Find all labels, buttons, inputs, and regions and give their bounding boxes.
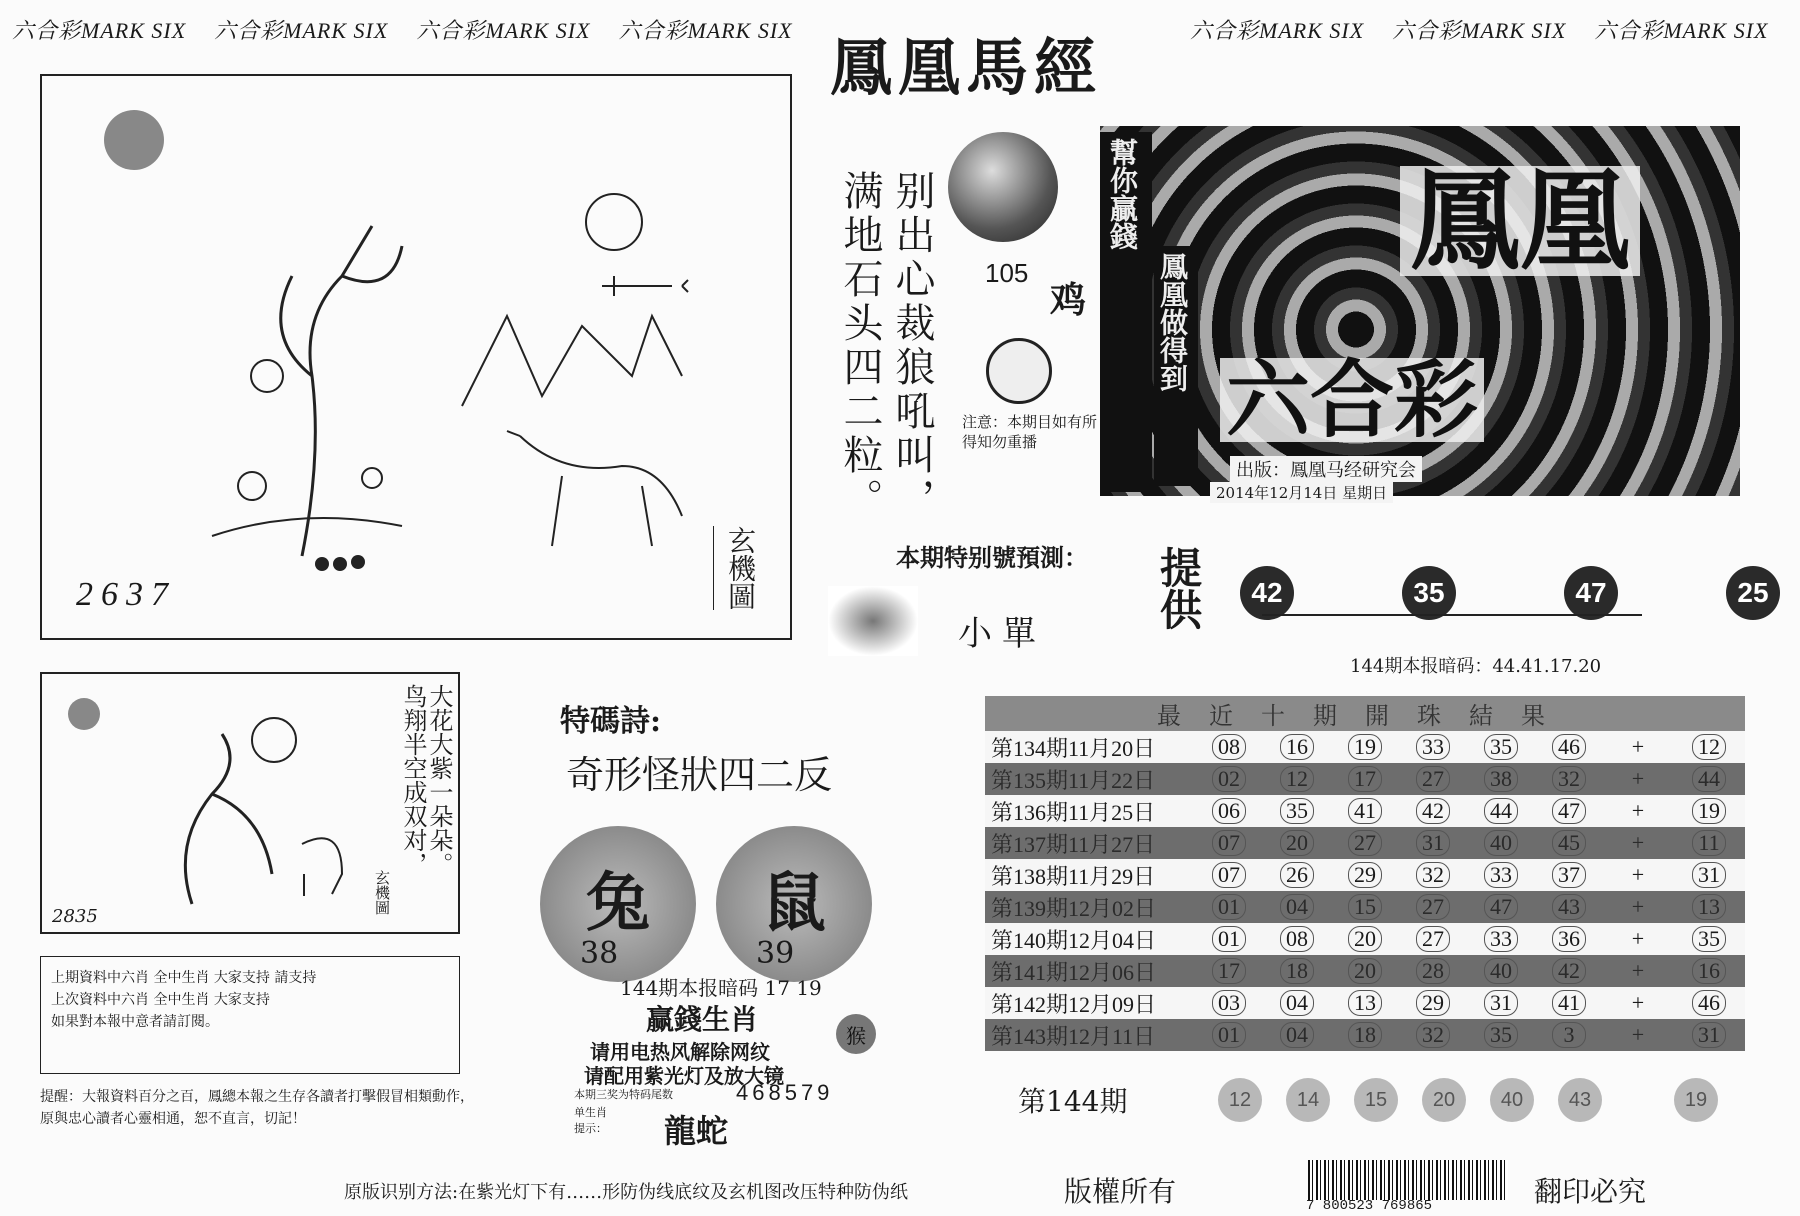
results-row <box>985 923 1745 955</box>
next-issue-balls <box>1218 1078 1718 1122</box>
small-puzzle-label: 玄機圖 <box>373 870 391 915</box>
zodiac-code: 144期本报暗码 17 19 <box>620 976 822 1000</box>
results-number <box>1331 923 1399 955</box>
result-number-text: 36 <box>1552 926 1586 952</box>
results-special <box>1673 795 1745 827</box>
result-number-text: 41 <box>1348 798 1382 824</box>
results-row <box>985 891 1745 923</box>
result-number-text: 03 <box>1212 990 1246 1016</box>
results-number <box>1535 987 1603 1019</box>
results-number <box>1263 731 1331 763</box>
results-number <box>1195 795 1263 827</box>
wolf-icon <box>507 431 682 546</box>
zodiac-digits: 468579 <box>736 1080 834 1105</box>
results-number <box>1331 891 1399 923</box>
zodiac-single-label: 单生肖 <box>574 1106 607 1119</box>
results-number <box>1467 763 1535 795</box>
prediction-code: 144期本报暗码：44.41.17.20 <box>1350 656 1602 677</box>
prediction-ball: 35 <box>1402 566 1456 620</box>
results-number <box>1535 731 1603 763</box>
result-special-text: 12 <box>1692 734 1726 760</box>
footer-no-copy: 翻印必究 <box>1534 1175 1647 1208</box>
slogan-2: 鳳凰做得到 <box>1154 246 1198 486</box>
result-number-text: 12 <box>1280 766 1314 792</box>
result-number-text: 31 <box>1484 990 1518 1016</box>
notice-line: 上期資料中六肖 全中生肖 大家支持 請支持 <box>51 970 317 986</box>
results-number <box>1535 955 1603 987</box>
result-number-text: 27 <box>1416 766 1450 792</box>
moon-icon <box>586 194 642 250</box>
results-number <box>1467 795 1535 827</box>
results-number <box>1331 987 1399 1019</box>
results-date: 第139期12月02日 <box>985 891 1195 923</box>
result-number-text: 47 <box>1552 798 1586 824</box>
next-issue-ball: 12 <box>1218 1078 1262 1122</box>
results-number <box>1467 731 1535 763</box>
result-number-text: 27 <box>1416 926 1450 952</box>
banner-date: 2014年12月14日 星期日 <box>1210 482 1393 503</box>
prediction-ball: 47 <box>1564 566 1618 620</box>
results-number <box>1195 955 1263 987</box>
results-table-wrap <box>985 696 1745 1051</box>
bird-icon <box>828 586 918 656</box>
results-date: 第134期11月20日 <box>985 731 1195 763</box>
puzzle-number: 2637 <box>76 576 176 613</box>
next-issue-ball: 14 <box>1286 1078 1330 1122</box>
results-plus: + <box>1603 859 1673 891</box>
zodiac-num: 38 <box>580 936 619 971</box>
result-number-text: 33 <box>1484 926 1518 952</box>
results-date: 第136期11月25日 <box>985 795 1195 827</box>
result-number-text: 47 <box>1484 894 1518 920</box>
results-number <box>1535 923 1603 955</box>
result-number-text: 35 <box>1484 734 1518 760</box>
result-number-text: 35 <box>1484 1022 1518 1048</box>
yin-yang-icon <box>948 132 1058 242</box>
result-special-text: 46 <box>1692 990 1726 1016</box>
next-issue-ball: 40 <box>1490 1078 1534 1122</box>
zodiac-instr-2: 请配用紫光灯及放大镜 <box>584 1064 784 1088</box>
result-number-text: 13 <box>1348 990 1382 1016</box>
results-number <box>1195 987 1263 1019</box>
results-number <box>1467 987 1535 1019</box>
result-number-text: 33 <box>1416 734 1450 760</box>
result-number-text: 01 <box>1212 894 1246 920</box>
prediction-line <box>1262 614 1642 616</box>
results-number <box>1195 1019 1263 1051</box>
result-number-text: 07 <box>1212 830 1246 856</box>
results-number <box>1535 1019 1603 1051</box>
results-special <box>1673 731 1745 763</box>
results-number <box>1399 891 1467 923</box>
results-plus: + <box>1603 891 1673 923</box>
result-number-text: 17 <box>1348 766 1382 792</box>
results-number <box>1263 987 1331 1019</box>
next-issue-ball: 20 <box>1422 1078 1466 1122</box>
mark-six-text: 六合彩MARK SIX <box>1190 18 1365 43</box>
special-poem-title: 特碼詩: <box>560 704 662 739</box>
result-number-text: 01 <box>1212 926 1246 952</box>
results-special <box>1673 923 1745 955</box>
notice-line: 如果對本報中意者請訂閱。 <box>51 1014 219 1030</box>
slogan-1: 幫你贏錢 <box>1106 138 1139 250</box>
banner-brand: 鳳凰 <box>1400 166 1640 276</box>
stamp-icon <box>104 110 164 170</box>
results-row <box>985 955 1745 987</box>
small-puzzle-box <box>40 672 460 934</box>
result-number-text: 32 <box>1416 862 1450 888</box>
results-plus: + <box>1603 795 1673 827</box>
banner-slogan-strip <box>1100 132 1152 492</box>
results-special <box>1673 955 1745 987</box>
small-puzzle-drawing <box>42 674 458 932</box>
results-number <box>1399 923 1467 955</box>
result-special-text: 16 <box>1692 958 1726 984</box>
mark-six-text: 六合彩MARK SIX <box>618 18 793 43</box>
small-poem-2: 大花大紫一朵朵。 <box>425 684 453 876</box>
results-plus: + <box>1603 987 1673 1019</box>
seal-icon <box>986 338 1052 404</box>
result-number-text: 29 <box>1416 990 1450 1016</box>
result-special-text: 31 <box>1692 1022 1726 1048</box>
results-number <box>1263 827 1331 859</box>
sun-icon <box>252 718 296 762</box>
barcode-number: 7 800523 769865 <box>1306 1198 1433 1214</box>
result-number-text: 02 <box>1212 766 1246 792</box>
result-number-text: 07 <box>1212 862 1246 888</box>
results-special <box>1673 891 1745 923</box>
results-number <box>1399 827 1467 859</box>
results-number <box>1467 859 1535 891</box>
next-issue-ball: 15 <box>1354 1078 1398 1122</box>
flower-icon <box>238 472 266 500</box>
cat-icon <box>302 838 342 896</box>
tree-icon <box>281 226 402 556</box>
results-number <box>1263 859 1331 891</box>
zodiac-char: 兔 <box>586 866 650 941</box>
special-poem-text: 奇形怪狀四二反 <box>566 753 833 797</box>
result-special-text: 19 <box>1692 798 1726 824</box>
results-number <box>1331 827 1399 859</box>
result-number-text: 18 <box>1280 958 1314 984</box>
notice-line: 上次資料中六肖 全中生肖 大家支持 <box>51 992 270 1008</box>
zodiac-single: 龍蛇 <box>664 1112 729 1150</box>
mark-six-row-right <box>1190 14 1796 45</box>
results-number <box>1467 891 1535 923</box>
result-number-text: 27 <box>1348 830 1382 856</box>
prediction-ball: 42 <box>1240 566 1294 620</box>
mark-six-row-left <box>12 14 821 45</box>
result-number-text: 31 <box>1416 830 1450 856</box>
result-number-text: 46 <box>1552 734 1586 760</box>
barcode-icon <box>1308 1160 1508 1200</box>
results-number <box>1195 891 1263 923</box>
result-special-text: 31 <box>1692 862 1726 888</box>
small-puzzle-number: 2835 <box>52 906 98 927</box>
results-number <box>1535 763 1603 795</box>
results-number <box>1263 891 1331 923</box>
results-number <box>1535 795 1603 827</box>
results-special <box>1673 763 1745 795</box>
prediction-label: 本期特别號預測： <box>896 543 1088 572</box>
flower-branch-icon <box>185 734 272 904</box>
results-number <box>1399 859 1467 891</box>
yin-yang-number: 105 <box>985 258 1029 288</box>
paper-title: 鳳凰馬經 <box>830 31 1103 104</box>
flower-icon <box>251 360 283 392</box>
results-number <box>1535 859 1603 891</box>
result-number-text: 04 <box>1280 1022 1314 1048</box>
results-number <box>1399 1019 1467 1051</box>
mountains-icon <box>462 316 682 406</box>
results-number <box>1263 923 1331 955</box>
result-number-text: 27 <box>1416 894 1450 920</box>
footer-auth: 原版识别方法:在紫光灯下有……形防伪线底纹及玄机图改压特种防伪纸 <box>344 1182 909 1203</box>
result-number-text: 32 <box>1416 1022 1450 1048</box>
result-number-text: 33 <box>1484 862 1518 888</box>
results-number <box>1263 1019 1331 1051</box>
results-row <box>985 859 1745 891</box>
results-row <box>985 987 1745 1019</box>
fruit-icon <box>362 468 382 488</box>
result-special-text: 35 <box>1692 926 1726 952</box>
results-number <box>1331 795 1399 827</box>
results-row <box>985 1019 1745 1051</box>
result-number-text: 17 <box>1212 958 1246 984</box>
result-number-text: 20 <box>1280 830 1314 856</box>
results-number <box>1195 763 1263 795</box>
results-number <box>1399 955 1467 987</box>
results-date: 第138期11月29日 <box>985 859 1195 891</box>
banner <box>1100 126 1740 502</box>
results-date: 第137期11月27日 <box>985 827 1195 859</box>
result-number-text: 40 <box>1484 958 1518 984</box>
puzzle-label: 玄機圖 <box>713 526 760 610</box>
mark-six-text: 六合彩MARK SIX <box>1594 18 1769 43</box>
results-number <box>1399 731 1467 763</box>
results-number <box>1399 795 1467 827</box>
yin-yang-animal: 鸡 <box>1050 279 1087 321</box>
zodiac-digits-label: 本期三奖为特码尾数 <box>574 1088 673 1101</box>
results-table <box>985 696 1745 1051</box>
zodiac-num: 39 <box>756 936 795 971</box>
result-number-text: 40 <box>1484 830 1518 856</box>
main-puzzle-box <box>40 74 792 640</box>
next-issue-ball: 43 <box>1558 1078 1602 1122</box>
result-number-text: 16 <box>1280 734 1314 760</box>
results-date: 第140期12月04日 <box>985 923 1195 955</box>
result-number-text: 08 <box>1212 734 1246 760</box>
results-plus: + <box>1603 955 1673 987</box>
results-number <box>1331 1019 1399 1051</box>
zodiac-circle <box>716 826 872 982</box>
results-number <box>1331 859 1399 891</box>
results-special <box>1673 1019 1745 1051</box>
results-number <box>1195 859 1263 891</box>
results-plus: + <box>1603 1019 1673 1051</box>
result-number-text: 44 <box>1484 798 1518 824</box>
results-date: 第135期11月22日 <box>985 763 1195 795</box>
zodiac-title: 赢錢生肖 <box>646 1003 759 1036</box>
results-number <box>1467 1019 1535 1051</box>
zodiac-circle <box>540 826 696 982</box>
zodiac-instr-1: 请用电热风解除网纹 <box>590 1040 770 1064</box>
notice-text: 注意：本期目如有所得知勿重播 <box>962 413 1098 451</box>
results-number <box>1467 923 1535 955</box>
result-number-text: 20 <box>1348 958 1382 984</box>
results-number <box>1195 731 1263 763</box>
warning-text: 提醒：大報資料百分之百，鳳總本報之生存各讀者打擊假冒相類動作，原與忠心讀者心靈相通，恕不直言，切記！ <box>40 1089 474 1127</box>
result-number-text: 32 <box>1552 766 1586 792</box>
stamp-icon <box>68 698 100 730</box>
result-number-text: 38 <box>1484 766 1518 792</box>
result-number-text: 15 <box>1348 894 1382 920</box>
result-number-text: 35 <box>1280 798 1314 824</box>
results-plus: + <box>1603 731 1673 763</box>
mark-six-text: 六合彩MARK SIX <box>12 18 187 43</box>
results-date: 第143期12月11日 <box>985 1019 1195 1051</box>
results-number <box>1263 763 1331 795</box>
results-number <box>1195 827 1263 859</box>
results-header: 最近十期開珠結果 <box>985 696 1745 731</box>
prediction-balls <box>1240 566 1780 620</box>
result-number-text: 3 <box>1552 1022 1586 1048</box>
results-special <box>1673 827 1745 859</box>
results-number <box>1399 987 1467 1019</box>
result-number-text: 04 <box>1280 990 1314 1016</box>
results-plus: + <box>1603 827 1673 859</box>
result-number-text: 18 <box>1348 1022 1382 1048</box>
result-number-text: 37 <box>1552 862 1586 888</box>
results-number <box>1331 731 1399 763</box>
result-number-text: 04 <box>1280 894 1314 920</box>
mark-six-text: 六合彩MARK SIX <box>416 18 591 43</box>
mark-six-text: 六合彩MARK SIX <box>1392 18 1567 43</box>
prediction-ball: 25 <box>1726 566 1780 620</box>
results-row <box>985 795 1745 827</box>
result-number-text: 08 <box>1280 926 1314 952</box>
results-special <box>1673 987 1745 1019</box>
result-special-text: 11 <box>1692 830 1726 856</box>
next-issue-label: 第144期 <box>1018 1085 1128 1118</box>
results-date: 第141期12月06日 <box>985 955 1195 987</box>
results-row <box>985 763 1745 795</box>
result-number-text: 20 <box>1348 926 1382 952</box>
mark-six-text: 六合彩MARK SIX <box>214 18 389 43</box>
results-plus: + <box>1603 763 1673 795</box>
results-number <box>1263 795 1331 827</box>
results-number <box>1467 827 1535 859</box>
zodiac-badge: 猴 <box>836 1014 876 1054</box>
result-number-text: 06 <box>1212 798 1246 824</box>
result-number-text: 28 <box>1416 958 1450 984</box>
results-plus: + <box>1603 923 1673 955</box>
small-poem-1: 鸟翔半空成双对， <box>399 684 427 876</box>
result-number-text: 41 <box>1552 990 1586 1016</box>
prediction-provide: 提供 <box>1154 546 1203 630</box>
result-number-text: 45 <box>1552 830 1586 856</box>
notice-box <box>40 956 460 1074</box>
results-number <box>1331 955 1399 987</box>
banner-game: 六合彩 <box>1220 358 1484 442</box>
results-number <box>1399 763 1467 795</box>
footer-copyright: 版權所有 <box>1064 1175 1177 1208</box>
results-row <box>985 731 1745 763</box>
result-number-text: 42 <box>1552 958 1586 984</box>
result-number-text: 42 <box>1416 798 1450 824</box>
results-number <box>1195 923 1263 955</box>
results-date: 第142期12月09日 <box>985 987 1195 1019</box>
result-number-text: 26 <box>1280 862 1314 888</box>
results-number <box>1467 955 1535 987</box>
results-row <box>985 827 1745 859</box>
banner-publisher: 出版：鳳凰马经研究会 <box>1230 456 1422 482</box>
results-number <box>1535 827 1603 859</box>
result-special-text: 13 <box>1692 894 1726 920</box>
results-number <box>1535 891 1603 923</box>
result-number-text: 43 <box>1552 894 1586 920</box>
zodiac-hint-label: 提示： <box>574 1122 607 1135</box>
results-special <box>1673 859 1745 891</box>
poem-col-2: 别出心裁狼吼叫， <box>889 170 935 522</box>
puzzle-drawing <box>42 76 790 638</box>
results-number <box>1331 763 1399 795</box>
result-number-text: 29 <box>1348 862 1382 888</box>
result-special-text: 44 <box>1692 766 1726 792</box>
results-number <box>1263 955 1331 987</box>
result-number-text: 19 <box>1348 734 1382 760</box>
zodiac-char: 鼠 <box>762 866 826 941</box>
result-number-text: 01 <box>1212 1022 1246 1048</box>
next-issue-ball: 19 <box>1674 1078 1718 1122</box>
prediction-hint: 小單 <box>958 614 1046 654</box>
poem-col-1: 满地石头四二粒。 <box>837 170 883 522</box>
